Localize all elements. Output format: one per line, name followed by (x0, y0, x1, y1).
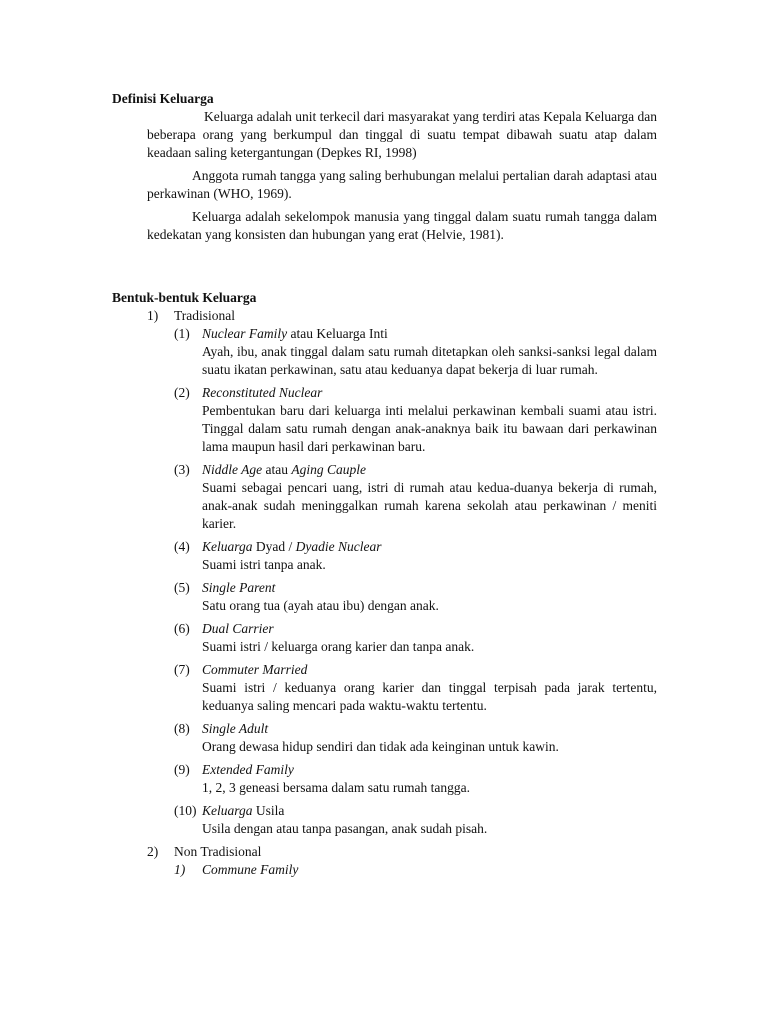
list-item (174, 384, 657, 456)
title-segment: Usila (252, 803, 285, 818)
title-segment: Nuclear Family (202, 326, 288, 341)
title-segment: Commuter Married (202, 662, 308, 677)
list-number: (5) (174, 580, 190, 595)
section-spacer (112, 249, 657, 289)
list-item-title (202, 579, 657, 597)
paragraph-definition-3: Keluarga adalah sekelompok manusia yang tinggal dalam suatu rumah tangga dalam kedekatan yang konsisten dan hubungan yang erat (Helvie, 1981). (147, 209, 657, 242)
title-segment: Reconstituted Nuclear (202, 385, 323, 400)
list-item-description: Ayah, ibu, anak tinggal dalam satu rumah ditetapkan oleh sanksi-sanksi legal dalam suatu ikatan perkawinan, satu atau keduanya dapat bekerja di luar rumah. (202, 344, 657, 377)
title-segment: Single Adult (202, 721, 269, 736)
list-item (174, 661, 657, 715)
list-item (174, 325, 657, 379)
title-segment: Keluarga (202, 539, 253, 554)
list-item-non-tradisional (147, 843, 657, 861)
list-item-body (202, 802, 657, 838)
tradisional-sublist (174, 325, 657, 838)
list-number: 1) (147, 308, 159, 323)
list-item-title (202, 384, 657, 402)
list-item-body (202, 538, 657, 574)
list-item (174, 761, 657, 797)
list-item-tradisional (147, 307, 657, 325)
document-page (112, 90, 657, 879)
title-segment: atau (262, 462, 292, 477)
list-item (174, 802, 657, 838)
title-segment: Extended Family (202, 762, 294, 777)
title-segment: Aging Cauple (291, 462, 366, 477)
list-number: (8) (174, 721, 190, 736)
list-number: (7) (174, 662, 190, 677)
list-label: Commune Family (202, 862, 299, 877)
list-item-body (202, 720, 657, 756)
list-item-body (202, 620, 657, 656)
list-label: Tradisional (174, 308, 236, 323)
list-item-description: Satu orang tua (ayah atau ibu) dengan anak. (202, 598, 439, 613)
list-item (174, 461, 657, 533)
title-segment: Niddle Age (202, 462, 263, 477)
title-segment: Single Parent (202, 580, 276, 595)
list-item-body (202, 325, 657, 379)
title-segment: Dual Carrier (202, 621, 274, 636)
list-number: (2) (174, 385, 190, 400)
list-item-title (202, 761, 657, 779)
section-heading-definisi: Definisi Keluarga (112, 91, 214, 106)
list-item-description: Suami istri / keduanya orang karier dan tinggal terpisah pada jarak tertentu, keduanya saling mencari pada waktu-waktu tertentu. (202, 680, 657, 713)
list-number: (4) (174, 539, 190, 554)
title-segment: atau Keluarga Inti (287, 326, 388, 341)
list-number: (10) (174, 803, 197, 818)
list-item-commune-family (174, 861, 657, 879)
list-number: (3) (174, 462, 190, 477)
list-item (174, 720, 657, 756)
list-item-title (202, 802, 657, 820)
list-item-body (202, 461, 657, 533)
list-item-body (202, 579, 657, 615)
list-item-description: Orang dewasa hidup sendiri dan tidak ada keinginan untuk kawin. (202, 739, 559, 754)
list-item-body (202, 384, 657, 456)
list-item-title (202, 720, 657, 738)
list-item-description: Pembentukan baru dari keluarga inti melalui perkawinan kembali suami atau istri. Tinggal dalam satu rumah dengan anak-anaknya baik itu bawaan dari perkawinan lama maupun hasil dari perkawinan baru. (202, 403, 657, 454)
list-item-title (202, 538, 657, 556)
list-number: 2) (147, 844, 159, 859)
title-segment: Dyad / (252, 539, 296, 554)
list-item (174, 538, 657, 574)
list-item-title (202, 325, 657, 343)
paragraph-definition-2: Anggota rumah tangga yang saling berhubungan melalui pertalian darah adaptasi atau perkawinan (WHO, 1969). (147, 168, 657, 201)
list-item-title (202, 661, 657, 679)
list-item-description: Usila dengan atau tanpa pasangan, anak sudah pisah. (202, 821, 488, 836)
title-segment: Dyadie Nuclear (295, 539, 382, 554)
list-item-description: Suami istri tanpa anak. (202, 557, 326, 572)
list-item (174, 620, 657, 656)
list-item-description: Suami sebagai pencari uang, istri di rumah atau kedua-duanya bekerja di rumah, anak-anak sudah meninggalkan rumah karena sekolah atau perkawinan / meniti karier. (202, 480, 657, 531)
paragraph-definition-1: Keluarga adalah unit terkecil dari masyarakat yang terdiri atas Kepala Keluarga dan beberapa orang yang berkumpul dan tinggal di suatu tempat dibawah suatu atap dalam keadaan saling ketergantungan (Depkes RI, 1998) (147, 109, 657, 160)
list-number: (6) (174, 621, 190, 636)
list-item (174, 579, 657, 615)
list-item-description: Suami istri / keluarga orang karier dan tanpa anak. (202, 639, 475, 654)
list-item-body (202, 761, 657, 797)
title-segment: Keluarga (202, 803, 253, 818)
list-number: (9) (174, 762, 190, 777)
list-label: Non Tradisional (174, 844, 262, 859)
list-item-title (202, 620, 657, 638)
list-item-title (202, 461, 657, 479)
list-item-description: 1, 2, 3 geneasi bersama dalam satu rumah tangga. (202, 780, 471, 795)
list-item-body (202, 661, 657, 715)
list-number: 1) (174, 862, 186, 877)
list-number: (1) (174, 326, 190, 341)
section-heading-bentuk: Bentuk-bentuk Keluarga (112, 290, 257, 305)
